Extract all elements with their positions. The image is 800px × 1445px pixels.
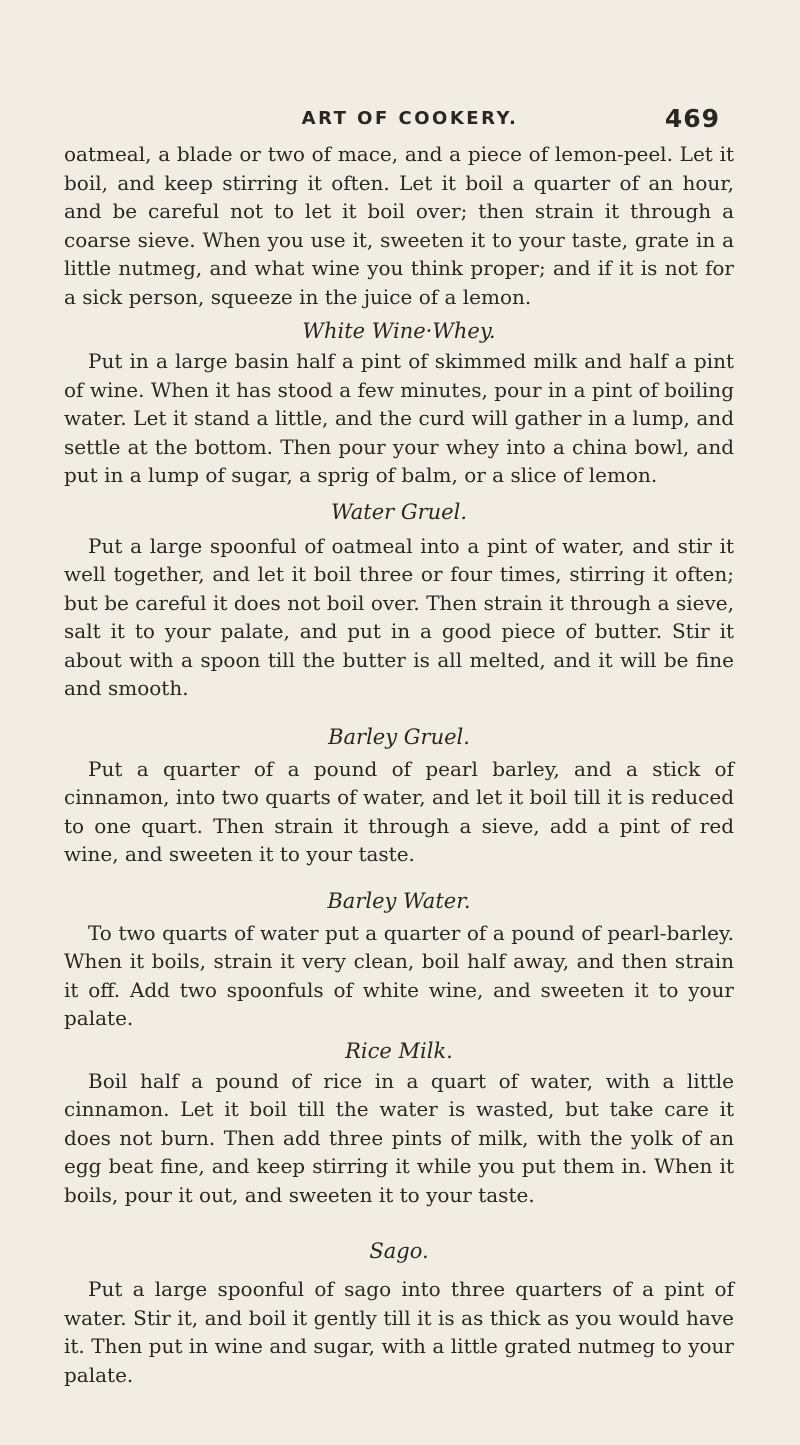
recipe-text-water-gruel: Put a large spoonful of oatmeal into a pint of water, and stir it well together, and let it boil three or four times, stirring it often; but be careful it does not boil over. Then strain it through a sieve, salt it to your palate, and put in a good piece of butter. Stir it about with a spoon till the butter is all melted, and it will be fine and smooth. [64, 533, 734, 700]
running-head [0, 106, 800, 136]
recipe-text-barley-water: To two quarts of water put a quarter of a pound of pearl-barley. When it boils, strain it very clean, boil half away, and then strain it off. Add two spoonfuls of white wine, and sweeten it to your palate. [64, 920, 734, 1030]
recipe-text-white-wine-whey: Put in a large basin half a pint of skimmed milk and half a pint of wine. When it has stood a few minutes, pour in a pint of boiling water. Let it stand a little, and the curd will gather in a lump, and settle at the bottom. Then pour your whey into a china bowl, and put in a lump of sugar, a sprig of balm, or a slice of lemon. [64, 349, 734, 487]
recipe-title-rice-milk: Rice Milk. [345, 1038, 453, 1063]
continued-paragraph: oatmeal, a blade or two of mace, and a piece of lemon-peel. Let it boil, and keep stirring it often. Let it boil a quarter of an hour, and be careful not to let it boil over; then strain it through a coarse sieve. When you use it, sweeten it to your taste, grate in a little nutmeg, and what wine you think proper; and if it is not for a sick person, squeeze in the juice of a lemon. [64, 142, 734, 309]
recipe-text-sago: Put a large spoonful of sago into three quarters of a pint of water. Stir it, and boil it gently till it is as thick as you would have it. Then put in wine and sugar, with a little grated nutmeg to your palate. [64, 1277, 734, 1387]
page-number: 469 [664, 104, 720, 133]
running-title: ART OF COOKERY. [301, 108, 519, 129]
page-body [64, 140, 734, 1389]
recipe-title-water-gruel: Water Gruel. [330, 499, 468, 524]
recipe-title-barley-water: Barley Water. [327, 888, 471, 913]
recipe-title-sago: Sago. [369, 1239, 429, 1263]
recipe-title-white-wine-whey: White Wine·Whey. [302, 319, 496, 343]
recipe-text-barley-gruel: Put a quarter of a pound of pearl barley, and a stick of cinnamon, into two quarts of water, and let it boil till it is reduced to one quart. Then strain it through a sieve, add a pint of red wine, and sweeten it to your taste. [64, 756, 734, 866]
recipe-title-barley-gruel: Barley Gruel. [328, 724, 470, 749]
recipe-text-rice-milk: Boil half a pound of rice in a quart of water, with a little cinnamon. Let it boil till the water is wasted, but take care it does not burn. Then add three pints of milk, with the yolk of an egg beat fine, and keep stirring it while you put them in. When it boils, pour it out, and sweeten it to your taste. [64, 1068, 734, 1207]
